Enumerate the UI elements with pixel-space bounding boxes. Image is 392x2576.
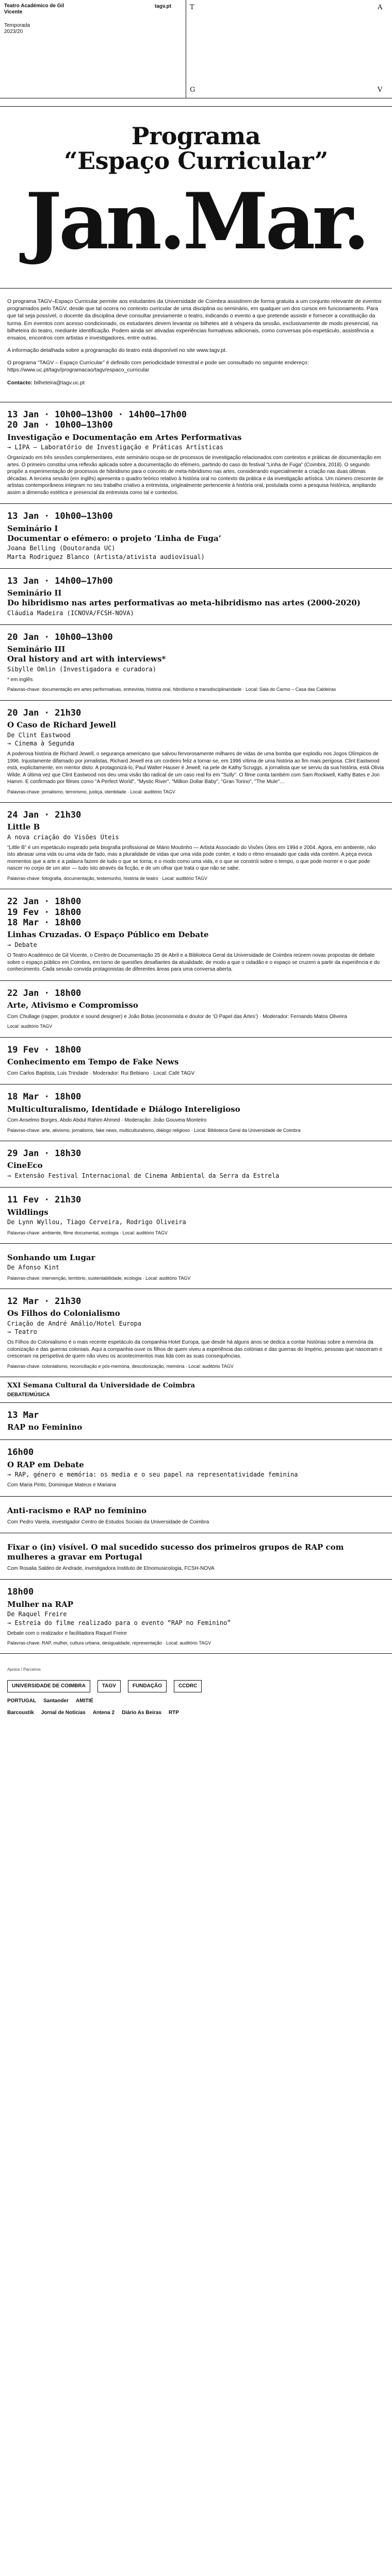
- event-meta: Palavras-chave: fotografia, documentação, testemunho, história de teatro · Local: auditório TAGV: [7, 875, 207, 881]
- contact: [7, 379, 385, 386]
- event-item: [0, 1141, 392, 1188]
- logo-row: [7, 1698, 385, 1705]
- sponsor-logo: TAGV: [97, 1680, 121, 1692]
- event-item: [0, 1497, 392, 1533]
- event-item: [0, 1038, 392, 1085]
- event-item: [0, 889, 392, 981]
- contact-email[interactable]: bilheteira@tagv.uc.pt: [34, 379, 85, 386]
- intro: [0, 289, 392, 402]
- event-meta: Local: auditório TAGV: [7, 1024, 53, 1029]
- event-title: Seminário III Oral history and art with interviews*: [7, 645, 166, 664]
- event-subtitle: → Extensão Festival Internacional de Cinema Ambiental da Serra da Estrela: [7, 1172, 280, 1180]
- event-description: “Little B” é um espetáculo inspirado pela biografia profissional de Mário Moutinho — Artista Associado do Visões Úteis em 1994 e 2004. Agora, em ambiente, não isto abrasar uma vida ou uma vida de fado, mas a pluralidade de vidas que uma vida pode conter, e todo o ritmo ensaiado que cada vida contém. A peça evoca momentos que a arte e a palavra fazem de tudo o que se torna, e o modo como uma vida, e o que se constrói sobre o tempo, o que pode morrer e o que pode nascer no corpo de um ator — tudo isto através da ficção, e de um olhar que trata o que não se sabe.: [7, 844, 376, 872]
- event-title: Multiculturalismo, Identidade e Diálogo Intereligioso: [7, 1104, 240, 1114]
- event-date: 18h00: [7, 1587, 34, 1598]
- event-description: A poderosa história de Richard Jewell, o segurança americano que salvou fervorosamente milhares de vidas de uma bomba que explodiu nos Jogos Olímpicos de 1996. Injustamente difamado por jornalistas, Richard Jewell era um cordeiro feliz a tornar-se, em 1996 vítima de uma história ao fim mais perigosa. Clint Eastwood está, explicitamente, em mentor disto. A protagonizá-lo, Paul Walter Hauser é Jewell; na pele de Kathy Scruggs, a jornalista que se serviu da sua história, está Olivia Wilde. A última vez que Clint Eastwood nos deu uma visão tão radical de um caso real foi em "Sully". O filme conta também com Sam Rockwell, Kathy Bates e Jon Hamm. E confirmado por filmes como "A Perfect World", "Mystic River", "Million Dollar Baby", "Gran Torino", "The Mule"…: [7, 751, 384, 785]
- event-date: 29 Jan · 18h30: [7, 1148, 81, 1159]
- week-banner: [0, 1377, 392, 1403]
- event-subtitle: A nova criação do Visões Úteis: [7, 833, 119, 841]
- event-date: 20 Jan · 21h30: [7, 707, 81, 718]
- event-item: [0, 402, 392, 504]
- logo-grid: [186, 0, 392, 98]
- header-left: [4, 3, 81, 35]
- event-subtitle: De Raquel Freire → Estreia do filme realizado para o evento “RAP no Feminino”: [7, 1611, 231, 1626]
- sponsor-logo: FUNDAÇÃO: [128, 1680, 167, 1692]
- event-date: 18 Mar · 18h00: [7, 917, 81, 928]
- event-item: [0, 701, 392, 803]
- event-item: [0, 803, 392, 889]
- sponsor-label: Apoios / Parceiros: [7, 1667, 41, 1672]
- grid-letter-a: A: [378, 4, 383, 11]
- event-list: [0, 402, 392, 1377]
- event-description: Com Pedro Varela, investigador Centro de Estudos Sociais da Universidade de Coimbra: [7, 1519, 209, 1525]
- event-title: Seminário I Documentar o efémero: o projeto ‘Linha de Fuga’: [7, 523, 221, 543]
- program-title-line1: Programa: [131, 122, 261, 150]
- event-title: Fixar o (in) visível. O mal sucedido sucesso dos primeiros grupos de RAP com mulheres a gravar em Portugal: [7, 1543, 344, 1562]
- event-item: [0, 1440, 392, 1497]
- event-item: [0, 625, 392, 701]
- event-date: 22 Jan · 18h00: [7, 988, 81, 998]
- intro-paragraph: A informação detalhada sobre a programação do teatro está disponível no site www.tagv.pt.: [7, 347, 227, 354]
- event-date: 12 Mar · 21h30: [7, 1296, 81, 1307]
- event-date: 13 Jan · 10h00–13h00 · 14h00–17h00: [7, 409, 187, 420]
- week-subtitle: DEBATE/MÚSICA: [7, 1392, 50, 1398]
- media-partner-logo: Antena 2: [92, 1710, 115, 1716]
- event-description: Com Maria Pinto, Dominique Mateus e Mariana: [7, 1482, 116, 1488]
- event-item: [0, 981, 392, 1038]
- event-meta: Palavras-chave: jornalismo, terrorismo, justiça, identidade · Local: auditório TAGV: [7, 789, 175, 794]
- event-title: Linhas Cruzadas. O Espaço Público em Debate: [7, 930, 209, 940]
- event-subtitle: → RAP, género e memória: os media e o seu papel na representatividade feminina: [7, 1471, 298, 1479]
- sponsor-logo: Santander: [43, 1698, 69, 1704]
- event-meta: Palavras-chave: documentação em artes performativas, entrevista, história oral, hibridismo e transdisciplinaridade · Local: Sala do Carmo – Casa das Caldeiras: [7, 687, 336, 692]
- event-item: [0, 1244, 392, 1289]
- event-title: O RAP em Debate: [7, 1460, 84, 1469]
- org-name: Teatro Académico de Gil Vicente: [4, 3, 64, 15]
- media-partner-logo: RTP: [168, 1710, 179, 1716]
- event-item: [0, 1403, 392, 1440]
- sponsor-logo: UNIVERSIDADE DE COIMBRA: [7, 1680, 90, 1692]
- event-item: [0, 1580, 392, 1654]
- footer: [0, 1654, 392, 1732]
- event-date: 11 Fev · 21h30: [7, 1195, 81, 1206]
- event-subtitle: Sibylle Omlin (Investigadora e curadora): [7, 665, 156, 673]
- event-title: Sonhando um Lugar: [7, 1252, 95, 1262]
- program-link[interactable]: https://www.uc.pt/tagv/programacao/tagv/espaco_curricular: [7, 367, 150, 374]
- event-item: [0, 1084, 392, 1141]
- event-meta: Palavras-chave: colonialismo, reconciliação e pós-memória, descolonização, memória · Local: auditório TAGV: [7, 1363, 234, 1369]
- grid-letter-v: V: [378, 86, 383, 94]
- event-date: 24 Jan · 21h30: [7, 809, 81, 820]
- season: [4, 23, 81, 35]
- event-description: O Teatro Académico de Gil Vicente, o Centro de Documentação 25 de Abril e a Biblioteca Geral da Universidade de Coimbra reúnem novas propostas de debate sobre o espaço público em Coimbra, em torno de questões desafiantes da atualidade, de modo a que o cidadão e o espaço se cruzem a partir da experiência e do conhecimento. Cada sessão convida protagonistas de diferentes áreas para uma conversa aberta.: [7, 953, 380, 973]
- event-title: Wildlings: [7, 1207, 48, 1217]
- logo-row: [7, 1709, 385, 1717]
- event-title: Mulher na RAP: [7, 1599, 74, 1609]
- event-meta: Palavras-chave: intervenção, território, sustentabilidade, ecologia · Local: auditório TAGV: [7, 1275, 191, 1281]
- event-subtitle: De Afonso Kint: [7, 1264, 60, 1272]
- event-subtitle: → LIPA — Laboratório de Investigação e Práticas Artísticas: [7, 444, 224, 451]
- event-title: Arte, Ativismo e Compromisso: [7, 1001, 138, 1010]
- event-title: Anti-racismo e RAP no feminino: [7, 1505, 146, 1515]
- event-title: Seminário II Do hibridismo nas artes performativas ao meta-hibridismo nas artes (2000-2020): [7, 588, 361, 607]
- divider: [0, 106, 392, 107]
- event-title: RAP no Feminino: [7, 1422, 83, 1432]
- sponsor-logo: PORTUGAL: [7, 1698, 37, 1704]
- intro-text: O programa “TAGV – Espaço Curricular” é definido com periodicidade trimestral e pode ser consultado no seguinte endereço:: [7, 360, 309, 366]
- event-description: Com Rosalia Saldeo de Andrade, investigadora Instituto de Etnomusicologia, FCSH-NOVA: [7, 1565, 215, 1571]
- event-date: 13 Jan · 10h00–13h00: [7, 511, 113, 522]
- header: [0, 0, 392, 289]
- event-description: Debate com o realizador e facilitadora Raquel Freire: [7, 1630, 127, 1636]
- event-description: Os Filhos do Colonialismo é o mais recente espetáculo da companhia Hotel Europa, que desde há alguns anos se dedica a contar histórias sobre a memória da colonização e das guerras coloniais. Aqui a companhia ouve os filhos de quem viveu a experiência das colónias e das guerras do Império, pessoas que nasceram e cresceram na perspetiva de quem não viveu os acontecimentos mas lida com as suas consequências.: [7, 1340, 383, 1360]
- intro-paragraph: O programa TAGV–Espaço Curricular permite aos estudantes da Universidade de Coimbra assistirem de forma gratuita a um conjunto relevante de eventos programados pelo TAGV, desde que tal ocorra no contexto curricular de uma disciplina ou seminário, em qualquer um dos cursos em funcionamento. Para que tal seja possível, o docente da disciplina deve consultar previamente o teatro, indicando o evento a que pretende assistir e fornecer a constituição da turma. Em eventos com acesso condicionado, os estudantes devem levantar os bilhetes até à véspera da sessão, exclusivamente de modo presencial, na bilheteira do teatro, mediante identificação. Podem ainda ser ativadas experiências formativas adicionais, como conversas pós-espetáculo, assistência a ensaios, encontros com artistas e investigadores, entre outras.: [7, 298, 382, 341]
- program-title: [0, 124, 392, 174]
- event-subtitle: Cláudia Madeira (ICNOVA/FCSH-NOVA): [7, 609, 134, 617]
- program-title-line2: “Espaço Curricular”: [64, 147, 328, 175]
- event-item: [0, 1188, 392, 1243]
- event-subtitle: Criação de André Amálio/Hotel Europa → Teatro: [7, 1319, 142, 1336]
- event-description: * em inglês: [7, 676, 33, 683]
- event-date: 19 Fev · 18h00: [7, 1044, 81, 1055]
- event-subtitle: → Debate: [7, 941, 37, 949]
- event-title: CineEco: [7, 1161, 43, 1171]
- event-title: Os Filhos do Colonialismo: [7, 1309, 120, 1318]
- media-partner-logo: Diário As Beiras: [122, 1710, 161, 1716]
- event-title: O Caso de Richard Jewell: [7, 720, 116, 730]
- event-subtitle: De Clint Eastwood → Cinema à Segunda: [7, 731, 75, 747]
- event-description: Com Anselmo Borges, Abdo Abdul Rahim Ahmed · Moderação: João Gouveia Monteiro: [7, 1117, 207, 1124]
- event-meta: Palavras-chave: RAP, mulher, cultura urbana, desigualdade, representação · Local: auditório TAGV: [7, 1640, 211, 1646]
- sponsor-logo: CCDRC: [174, 1680, 202, 1692]
- season-label: Temporada: [4, 23, 30, 28]
- event-title: Investigação e Documentação em Artes Performativas: [7, 432, 242, 442]
- event-subtitle: De Lynn Wyllou, Tiago Cerveira, Rodrigo Oliveira: [7, 1218, 186, 1226]
- event-date: 13 Jan · 14h00–17h00: [7, 575, 113, 586]
- event-item: [0, 569, 392, 625]
- event-item: [0, 1289, 392, 1377]
- logo-row: [7, 1667, 385, 1692]
- grid-letter-g: G: [190, 86, 195, 94]
- event-description: Com Carlos Baptista, Luis Trindade · Moderador: Rui Bebiano · Local: Café TAGV: [7, 1070, 195, 1076]
- contact-label: Contacto:: [7, 379, 32, 386]
- event-date: 19 Fev · 18h00: [7, 907, 81, 918]
- event-description: Com Chullage (rapper, produtor e sound designer) e Joâo Botas (economista e doutor de ‘O Papel das Artes’) · Moderador: Fernando Matos Oliveira: [7, 1013, 347, 1020]
- event-date: 22 Jan · 18h00: [7, 896, 81, 907]
- week-title: XXI Semana Cultural da Universidade de Coimbra: [7, 1381, 195, 1389]
- event-date: 20 Jan · 10h00–13h00: [7, 632, 113, 642]
- event-title: Little B: [7, 822, 40, 832]
- event-item: [0, 1533, 392, 1580]
- event-description: Organizado em três sessões complementares, este seminário ocupa-se de processos de investigação relacionados com contextos e práticas de documentação em artes. O primeiro constitui uma reflexão aplicada sobre a documentação do efémero, partindo do caso do festival “Linha de Fuga” (Coimbra, 2018). O segundo propõe a experimentação de processos de hibridismo para o conceito de meta-hibridismo nas artes, considerando especialmente a criação nas duas últimas décadas. A terceira sessão (em inglês) apresenta o quadro teórico relativo à história oral no contexto da prática e da investigação artística. Um número crescente de artistas contemporâneos integram no seu trabalho criativo a entrevista, originalmente pertencente à história oral, postulada como a pesquisa histórica, ampliando assim a dimensão estética e presencial da entrevista como tal e contextos.: [7, 455, 384, 496]
- week-event-list: [0, 1403, 392, 1654]
- site-url[interactable]: tagv.pt: [155, 4, 172, 9]
- event-item: [0, 504, 392, 568]
- media-partner-logo: Barcoustik: [7, 1710, 34, 1716]
- event-title: Conhecimento em Tempo de Fake News: [7, 1057, 179, 1066]
- event-date: 20 Jan · 10h00–13h00: [7, 420, 113, 431]
- event-date: 16h00: [7, 1447, 34, 1458]
- event-subtitle: Joana Belling (Doutoranda UC) Marta Rodriguez Blanco (Artista/ativista audiovisual): [7, 545, 205, 561]
- event-meta: Palavras-chave: ambiente, filme documental, ecologia · Local: auditório TAGV: [7, 1230, 168, 1235]
- intro-paragraph: [7, 359, 385, 374]
- season-value: 2023/20: [4, 29, 23, 35]
- grid-letter-t: T: [190, 4, 194, 11]
- event-date: 13 Mar: [7, 1410, 39, 1421]
- event-meta: Palavras-chave: arte, ativismo, jornalismo, fake news, multiculturalismo, diálogo religioso · Local: Biblioteca Geral da Universidade de Coimbra: [7, 1127, 301, 1133]
- sponsor-logo: AMITIÉ: [76, 1698, 93, 1704]
- event-date: 18 Mar · 18h00: [7, 1092, 81, 1103]
- media-partner-logo: Jornal de Notícias: [41, 1710, 86, 1716]
- big-title: Jan.Mar.: [25, 176, 367, 267]
